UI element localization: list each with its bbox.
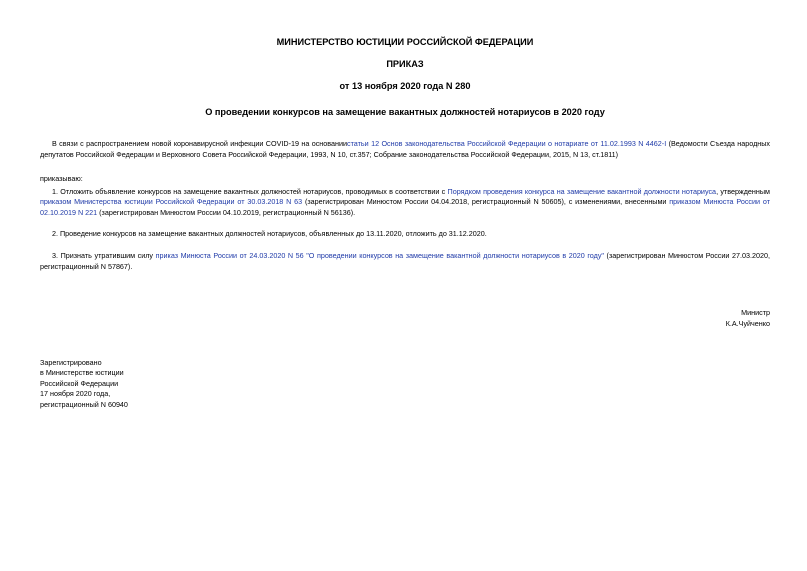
item-1-text-d: (зарегистрирован Минюстом России 04.10.2019, регистрационный N 56136). (97, 207, 356, 217)
link-order-221[interactable]: приказом Минюста России от 02.10.2019 N 221 (40, 197, 770, 217)
item-2-paragraph: 2. Проведение конкурсов на замещение вакантных должностей нотариусов, объявленных до 13.11.2020, отложить до 31.12.2020. (52, 228, 487, 238)
item-3-paragraph (40, 251, 770, 272)
signature-block (40, 308, 770, 329)
link-order-63[interactable]: приказом Министерства юстиции Российской Федерации от 30.03.2018 N 63 (40, 197, 303, 207)
order-word: приказываю: (40, 174, 83, 184)
document-page (40, 36, 770, 556)
registration-line-1: Зарегистрировано (40, 357, 102, 367)
link-notary-law-article-12[interactable]: статьи 12 Основ законодательства Российской Федерации о нотариате от 11.02.1993 N 4462-I (347, 139, 667, 148)
registration-line-2: в Министерстве юстиции (40, 368, 124, 378)
item-3-text-a: 3. Признать утратившим силу (52, 251, 156, 261)
link-order-56[interactable]: приказ Минюста России от 24.03.2020 N 56 "О проведении конкурсов на замещение вакантной должности нотариусов в 2020 году" (155, 251, 604, 261)
intro-paragraph (40, 139, 770, 160)
link-competition-procedure[interactable]: Порядком проведения конкурса на замещение вакантной должности нотариуса (447, 186, 717, 196)
signature-name: К.А.Чуйченко (725, 318, 770, 328)
order-title: О проведении конкурсов на замещение вакантных должностей нотариусов в 2020 году (205, 107, 605, 117)
registration-line-4: 17 ноября 2020 года, (40, 389, 111, 399)
intro-text-before: В связи с распространением новой коронавирусной инфекции COVID-19 на основании (52, 139, 347, 148)
registration-line-5: регистрационный N 60940 (40, 399, 128, 409)
intro-text-after: (Ведомости Съезда народных депутатов Российской Федерации и Верховного Совета Российской Федерации, 1993, N 10, ст.357; Собрание законодательства Российской Федерации, 2015, N 13, ст.1811) (40, 139, 771, 159)
item-1-paragraph (40, 187, 770, 219)
registration-line-3: Российской Федерации (40, 378, 119, 388)
item-3-text-b: (зарегистрирован Минюстом России 27.03.2020, регистрационный N 57867). (40, 251, 770, 271)
registration-block (40, 358, 770, 411)
signature-position: Министр (741, 308, 770, 318)
item-1-text-c: (зарегистрирован Минюстом России 04.04.2018, регистрационный N 50605), с изменениями, внесенными (302, 197, 670, 207)
document-type: ПРИКАЗ (386, 59, 424, 69)
item-1-text-b: , утвержденным (716, 186, 770, 196)
order-date-number: от 13 ноября 2020 года N 280 (339, 81, 471, 91)
ministry-name: МИНИСТЕРСТВО ЮСТИЦИИ РОССИЙСКОЙ ФЕДЕРАЦИИ (276, 37, 534, 47)
item-1-text-a: 1. Отложить объявление конкурсов на замещение вакантных должностей нотариусов, проводимых в соответствии с (52, 186, 448, 196)
